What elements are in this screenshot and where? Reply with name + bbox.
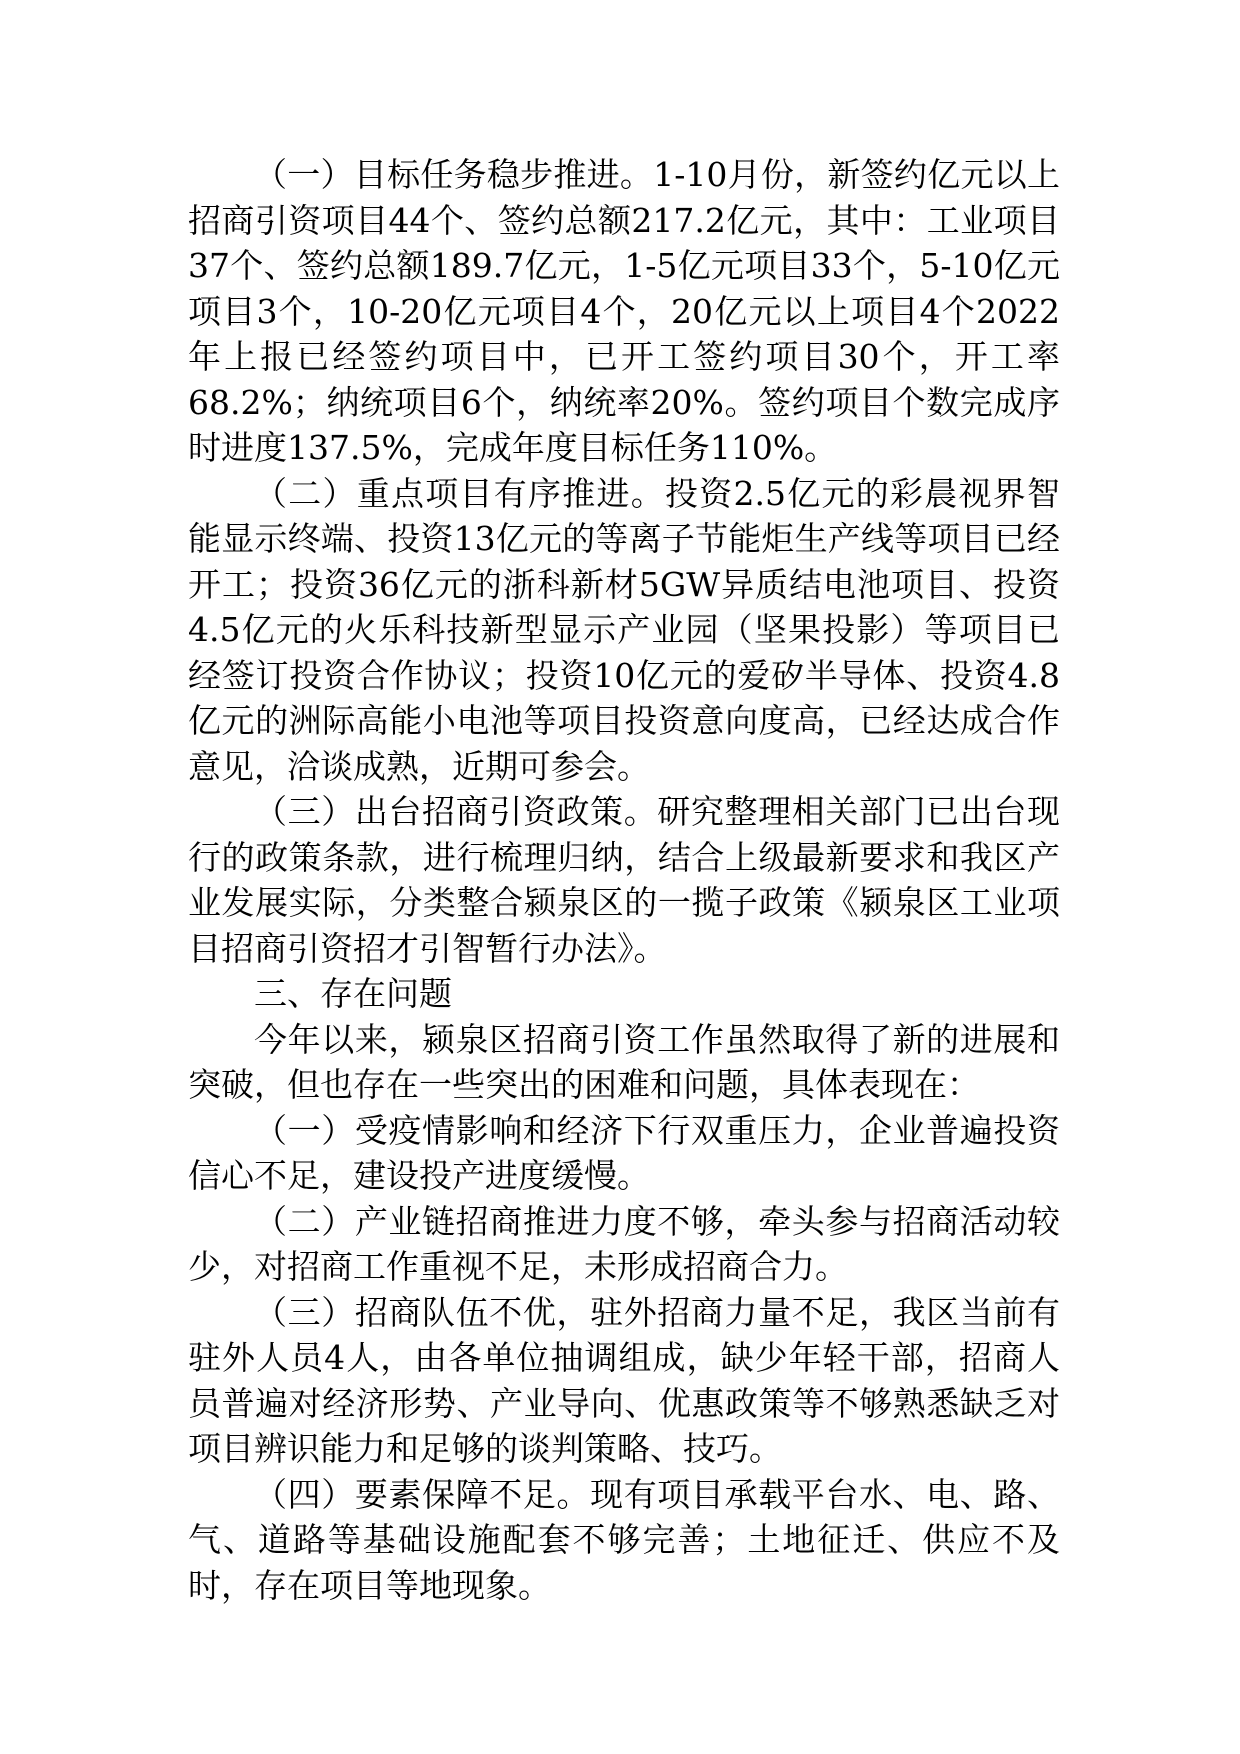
paragraph-problem-1: （一）受疫情影响和经济下行双重压力，企业普遍投资信心不足，建设投产进度缓慢。 [188,1110,1060,1195]
paragraph-investment-policy: （三）出台招商引资政策。研究整理相关部门已出台现行的政策条款，进行梳理归纳，结合上级最新要求和我区产业发展实际，分类整合颍泉区的一揽子政策《颍泉区工业项目招商引资招才引智暂行办法》。 [188,792,1060,968]
document-page [188,152,1060,1608]
paragraph-problem-2: （二）产业链招商推进力度不够，牵头参与招商活动较少，对招商工作重视不足，未形成招商合力。 [188,1201,1060,1286]
paragraph-key-projects: （二）重点项目有序推进。投资2.5亿元的彩晨视界智能显示终端、投资13亿元的等离子节能炬生产线等项目已经开工；投资36亿元的浙科新材5GW异质结电池项目、投资4.5亿元的火乐科技新型显示产业园（坚果投影）等项目已经签订投资合作协议；投资10亿元的爱矽半导体、投资4.8亿元的洲际高能小电池等项目投资意向度高，已经达成合作意见，洽谈成熟，近期可参会。 [188,473,1060,786]
paragraph-problems-intro: 今年以来，颍泉区招商引资工作虽然取得了新的进展和突破，但也存在一些突出的困难和问题，具体表现在： [188,1019,1060,1104]
paragraph-target-tasks: （一）目标任务稳步推进。1-10月份，新签约亿元以上招商引资项目44个、签约总额217.2亿元，其中：工业项目37个、签约总额189.7亿元，1-5亿元项目33个，5-10亿元项目3个，10-20亿元项目4个，20亿元以上项目4个2022年上报已经签约项目中，已开工签约项目30个，开工率68.2%；纳统项目6个，纳统率20%。签约项目个数完成序时进度137.5%，完成年度目标任务110%。 [188,155,1060,467]
section-heading-problems: 三、存在问题 [254,974,452,1013]
paragraph-problem-3: （三）招商队伍不优，驻外招商力量不足，我区当前有驻外人员4人，由各单位抽调组成，缺少年轻干部，招商人员普遍对经济形势、产业导向、优惠政策等不够熟悉缺乏对项目辨识能力和足够的谈判策略、技巧。 [188,1292,1060,1468]
paragraph-problem-4: （四）要素保障不足。现有项目承载平台水、电、路、气、道路等基础设施配套不够完善；土地征迁、供应不及时，存在项目等地现象。 [188,1474,1060,1605]
